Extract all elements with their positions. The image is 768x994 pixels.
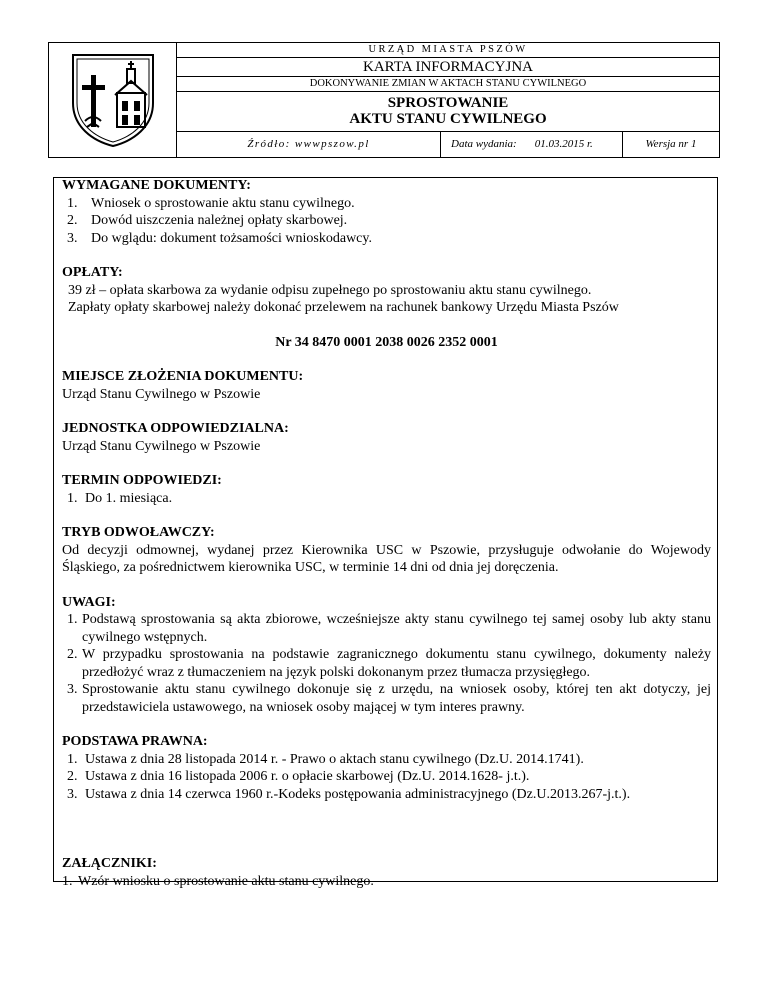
issue-date (441, 132, 623, 157)
section-heading: OPŁATY: (62, 265, 123, 280)
appeal-procedure (62, 524, 711, 577)
required-documents (62, 177, 711, 247)
responsible-unit (62, 420, 711, 455)
header-table (48, 42, 720, 158)
meta-row (177, 132, 719, 157)
list-item: 2. Dowód uiszczenia należnej opłaty skarbowej. (67, 213, 348, 228)
section-heading: TRYB ODWOŁAWCZY: (62, 525, 215, 540)
list-item: 1. Ustawa z dnia 28 listopada 2014 r. - Prawo o aktach stanu cywilnego (Dz.U. 2014.1741). (67, 751, 584, 767)
list-item: 3. Ustawa z dnia 14 czerwca 1960 r.-Kodeks postępowania administracyjnego (Dz.U.2013.267-j.t.). (67, 786, 631, 802)
version: Wersja nr 1 (645, 138, 697, 150)
list-item: 2. W przypadku sprostowania na podstawie zagranicznego dokumentu stanu cywilnego, dokumenty należy przedłożyć wraz z tłumaczeniem na język polski dokonanym przez tłumacza przysięgłego. (67, 647, 711, 680)
section-text: Urząd Stanu Cywilnego w Pszowie (62, 386, 261, 402)
notes (62, 594, 711, 717)
section-text: Od decyzji odmownej, wydanej przez Kierownika USC w Pszowie, przysługuje odwołanie do Wojewody Śląskiego, za pośrednictwem kierownika USC, w terminie 14 dni od dnia jej doręczenia. (62, 542, 711, 575)
title-line-1: SPROSTOWANIE (387, 95, 509, 111)
response-deadline (62, 472, 711, 507)
list-item: 1. Do 1. miesiąca. (67, 490, 173, 506)
payment-line: Zapłaty opłaty skarbowej należy dokonać przelewem na rachunek bankowy Urzędu Miasta Pszów (68, 300, 619, 315)
coat-of-arms-logo (67, 51, 159, 149)
section-heading: UWAGI: (62, 594, 116, 610)
section-text: Urząd Stanu Cywilnego w Pszowie (62, 438, 261, 454)
fees (62, 264, 711, 351)
title-line-2: AKTU STANU CYWILNEGO (349, 111, 547, 127)
section-heading: TERMIN ODPOWIEDZI: (62, 473, 222, 488)
document-title (177, 92, 719, 132)
date-label: Data wydania: (451, 138, 517, 150)
legal-basis (62, 733, 711, 803)
office-name: URZĄD MIASTA PSZÓW (177, 43, 719, 58)
list-item: 3. Do wglądu: dokument tożsamości wnioskodawcy. (67, 230, 372, 246)
source: Źródło: wwwpszow.pl (177, 132, 441, 157)
list-item: 1. Wniosek o sprostowanie aktu stanu cywilnego. (67, 195, 355, 211)
list-item: 1. Wzór wniosku o sprostowanie aktu stanu cywilnego. (62, 873, 374, 889)
submission-place (62, 368, 711, 403)
list-item: 2. Ustawa z dnia 16 listopada 2006 r. o opłacie skarbowej (Dz.U. 2014.1628- j.t.). (67, 769, 530, 784)
section-heading: ZAŁĄCZNIKI: (62, 856, 157, 871)
section-heading: PODSTAWA PRAWNA: (62, 734, 208, 749)
section-heading: WYMAGANE DOKUMENTY: (62, 178, 251, 193)
logo-cell (49, 43, 177, 157)
list-item: 3. Sprostowanie aktu stanu cywilnego dokonuje się z urzędu, na wniosek osoby, której ten akt dotyczy, jej przedstawiciela ustawowego, na wniosek osoby mającej w tym interes prawny. (67, 682, 711, 715)
bank-account: Nr 34 8470 0001 2038 0026 2352 0001 (275, 334, 498, 350)
section-heading: MIEJSCE ZŁOŻENIA DOKUMENTU: (62, 369, 304, 384)
category: DOKONYWANIE ZMIAN W AKTACH STANU CYWILNEGO (177, 77, 719, 92)
section-heading: JEDNOSTKA ODPOWIEDZIALNA: (62, 421, 289, 436)
content-box (53, 177, 718, 889)
card-title: KARTA INFORMACYJNA (177, 58, 719, 77)
list-item: 1. Podstawą sprostowania są akta zbiorowe, wcześniejsze akty stanu cywilnego tej samej osoby lub akty stanu cywilnego wstępnych. (67, 612, 711, 645)
date-value: 01.03.2015 r. (534, 138, 593, 150)
attachments (62, 855, 711, 890)
fee-line: 39 zł – opłata skarbowa za wydanie odpisu zupełnego po sprostowaniu aktu stanu cywilnego. (68, 282, 592, 298)
